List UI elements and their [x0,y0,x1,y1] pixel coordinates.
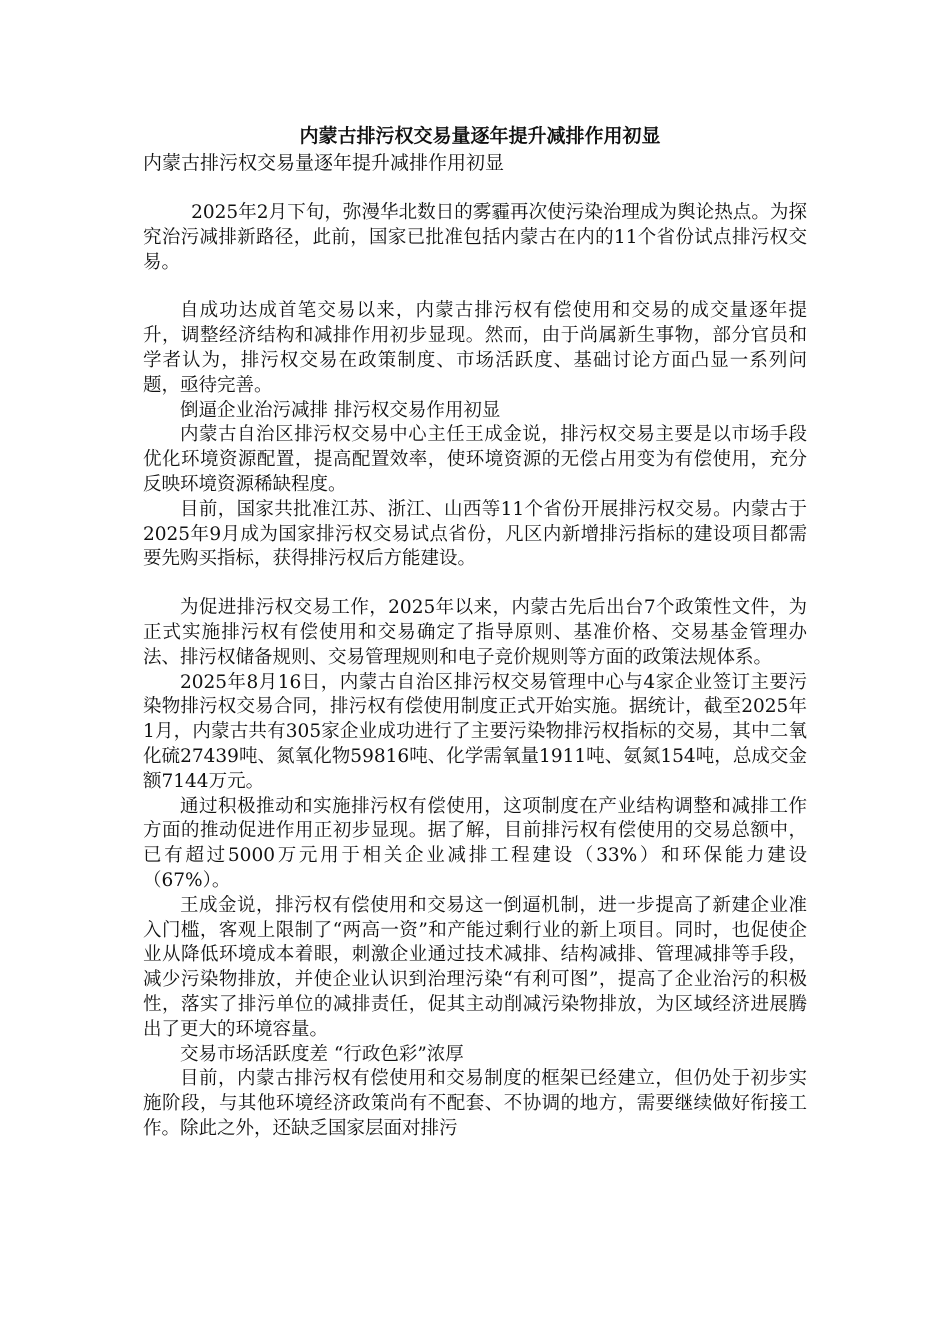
paragraph-9: 目前，内蒙古排污权有偿使用和交易制度的框架已经建立，但仍处于初步实施阶段，与其他环境经济政策尚有不配套、不协调的地方，需要继续做好衔接工作。除此之外，还缺乏国家层面对排污 [143,1068,807,1139]
paragraph-7: 通过积极推动和实施排污权有偿使用，这项制度在产业结构调整和减排工作方面的推动促进作用正初步显现。据了解，目前排污权有偿使用的交易总额中，已有超过5000万元用于相关企业减排工程建设（33%）和环保能力建设（67%）。 [143,795,807,891]
section-heading-2: 交易市场活跃度差 “行政色彩”浓厚 [180,1043,464,1065]
document-subtitle: 内蒙古排污权交易量逐年提升减排作用初显 [143,152,505,174]
paragraph-3: 内蒙古自治区排污权交易中心主任王成金说，排污权交易主要是以市场手段优化环境资源配置，提高配置效率，使环境资源的无偿占用变为有偿使用，充分反映环境资源稀缺程度。 [143,424,807,495]
paragraph-2: 自成功达成首笔交易以来，内蒙古排污权有偿使用和交易的成交量逐年提升，调整经济结构和减排作用初步显现。然而，由于尚属新生事物，部分官员和学者认为，排污权交易在政策制度、市场活跃度、基础讨论方面凸显一系列问题，亟待完善。 [143,300,807,396]
document-title: 内蒙古排污权交易量逐年提升减排作用初显 [299,125,661,147]
document-page [143,122,807,1142]
section-heading-1: 倒逼企业治污减排 排污权交易作用初显 [180,399,501,421]
paragraph-4: 目前，国家共批准江苏、浙江、山西等11个省份开展排污权交易。内蒙古于2025年9月成为国家排污权交易试点省份，凡区内新增排污指标的建设项目都需要先购买指标，获得排污权后方能建设。 [143,498,807,570]
paragraph-5: 为促进排污权交易工作，2025年以来，内蒙古先后出台7个政策性文件，为正式实施排污权有偿使用和交易确定了指导原则、基准价格、交易基金管理办法、排污权储备规则、交易管理规则和电子竞价规则等方面的政策法规体系。 [143,597,807,668]
paragraph-8: 王成金说，排污权有偿使用和交易这一倒逼机制，进一步提高了新建企业准入门槛，客观上限制了“两高一资”和产能过剩行业的新上项目。同时，也促使企业从降低环境成本着眼，刺激企业通过技术减排、结构减排、管理减排等手段，减少污染物排放，并使企业认识到治理污染“有利可图”，提高了企业治污的积极性，落实了排污单位的减排责任，促其主动削减污染物排放，为区域经济进展腾出了更大的环境容量。 [143,894,807,1040]
paragraph-6: 2025年8月16日，内蒙古自治区排污权交易管理中心与4家企业签订主要污染物排污权交易合同，排污权有偿使用制度正式开始实施。据统计，截至2025年1月，内蒙古共有305家企业成功进行了主要污染物排污权指标的交易，其中二氧化硫27439吨、氮氧化物59816吨、化学需氧量1911吨、氨氮154吨，总成交金额7144万元。 [143,671,807,792]
paragraph-1: 2025年2月下旬，弥漫华北数日的雾霾再次使污染治理成为舆论热点。为探究治污减排新路径，此前，国家已批准包括内蒙古在内的11个省份试点排污权交易。 [143,202,807,273]
